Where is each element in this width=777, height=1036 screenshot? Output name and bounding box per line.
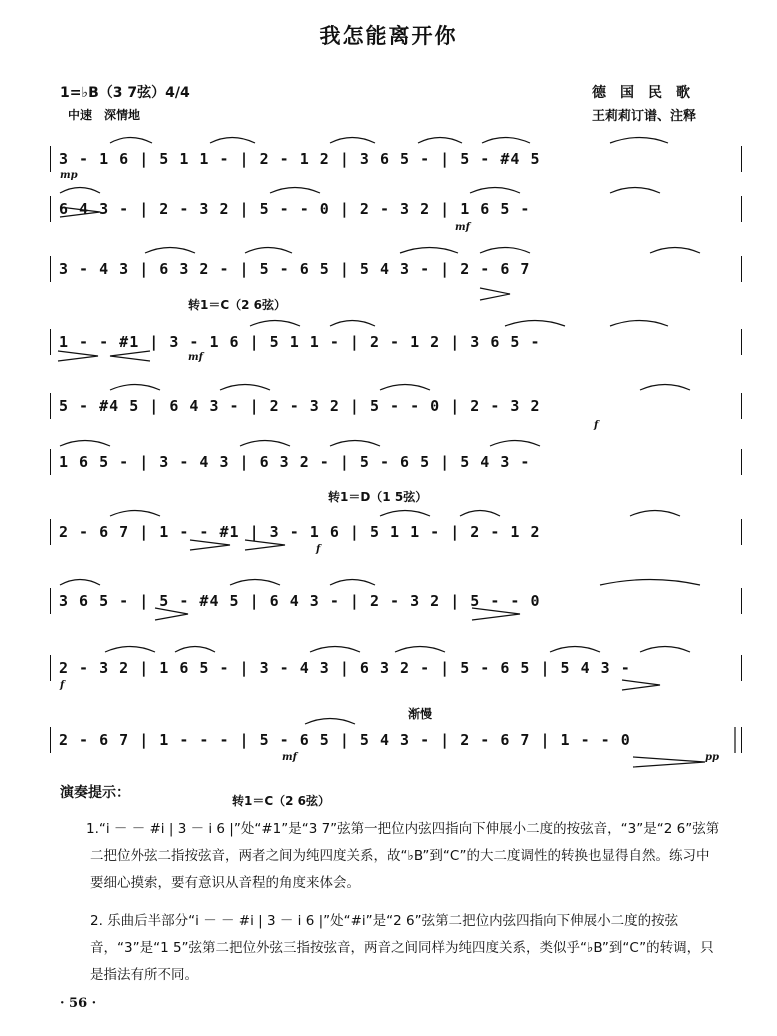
dynamic-mark: mp [60,170,78,181]
score-notes: 5 - #4 5 | 6 4 3 - | 2 - 3 2 | 5 - - 0 | 2 - 3 2 [59,397,541,415]
arranger-credit: 王莉莉订谱、注释 [592,109,697,124]
dynamic-mark: f [60,680,65,691]
hint-paragraph-1: 1.“i － － #i | 3 － i 6 |”处“#1”是“3 7”弦第一把位内弦四指向下伸展小二度的按弦音，“3”是“2 6”弦第二把位外弦二指按弦音，两者之间为纯四度关系，故“♭B”到“C”的大二度调性的转换也显得自然。练习中要细心摸索，要有意识从音程的角度来体会。 [86,821,720,891]
song-origin: 德国民歌 [592,85,704,101]
hints-heading: 演奏提示： [60,785,130,801]
page-number: · 56 · [60,996,97,1011]
modulation-marking-c: 转1＝C（2 6弦） [188,298,287,312]
tempo-marking: 中速 深情地 [68,108,141,122]
final-dynamic: pp [705,752,719,763]
rit-marking: 渐慢 [408,707,433,721]
score-notes: 1 - - #1 | 3 - 1 6 | 5 1 1 - | 2 - 1 2 | 3 6 5 - [59,333,541,351]
score-notes: 3 - 1 6 | 5 1 1 - | 2 - 1 2 | 3 6 5 - | 5 - #4 5 [59,150,541,168]
score-notes: 3 6 5 - | 5 - #4 5 | 6 4 3 - | 2 - 3 2 | 5 - - 0 [59,592,541,610]
dynamic-mark: mf [282,752,297,763]
dynamic-mark: mf [455,222,470,233]
score-notes: 2 - 3 2 | 1 6 5 - | 3 - 4 3 | 6 3 2 - | 5 - 6 5 | 5 4 3 - [59,659,631,677]
key-signature: 1=♭B（3 7弦）4/4 [60,85,190,101]
hints-modulation: 转1＝C（2 6弦） [232,794,331,808]
dynamic-mark: f [316,544,321,555]
dynamic-mark: f [594,420,599,431]
score-notes: 2 - 6 7 | 1 - - - | 5 - 6 5 | 5 4 3 - | 2 - 6 7 | 1 - - 0 [59,731,631,749]
dynamic-mark: mf [188,352,203,363]
page-title: 我怎能离开你 [319,24,458,48]
score-notes: 1 6 5 - | 3 - 4 3 | 6 3 2 - | 5 - 6 5 | 5 4 3 - [59,453,531,471]
score-notes: 2 - 6 7 | 1 - - #1 | 3 - 1 6 | 5 1 1 - | 2 - 1 2 [59,523,541,541]
score-notes: 6 4 3 - | 2 - 3 2 | 5 - - 0 | 2 - 3 2 | 1 6 5 - [59,200,531,218]
modulation-marking-d: 转1＝D（1 5弦） [328,490,428,504]
score-notes: 3 - 4 3 | 6 3 2 - | 5 - 6 5 | 5 4 3 - | 2 - 6 7 [59,260,531,278]
hint-paragraph-2: 2. 乐曲后半部分“i － － #i | 3 － i 6 |”处“#i”是“2 6”弦第二把位内弦四指向下伸展小二度的按弦音，“3”是“1 5”弦第二把位外弦三指按弦音，两音之间同样为纯四度关系，类似乎“♭B”到“C”的转调，只是指法有所不同。 [90,913,714,983]
